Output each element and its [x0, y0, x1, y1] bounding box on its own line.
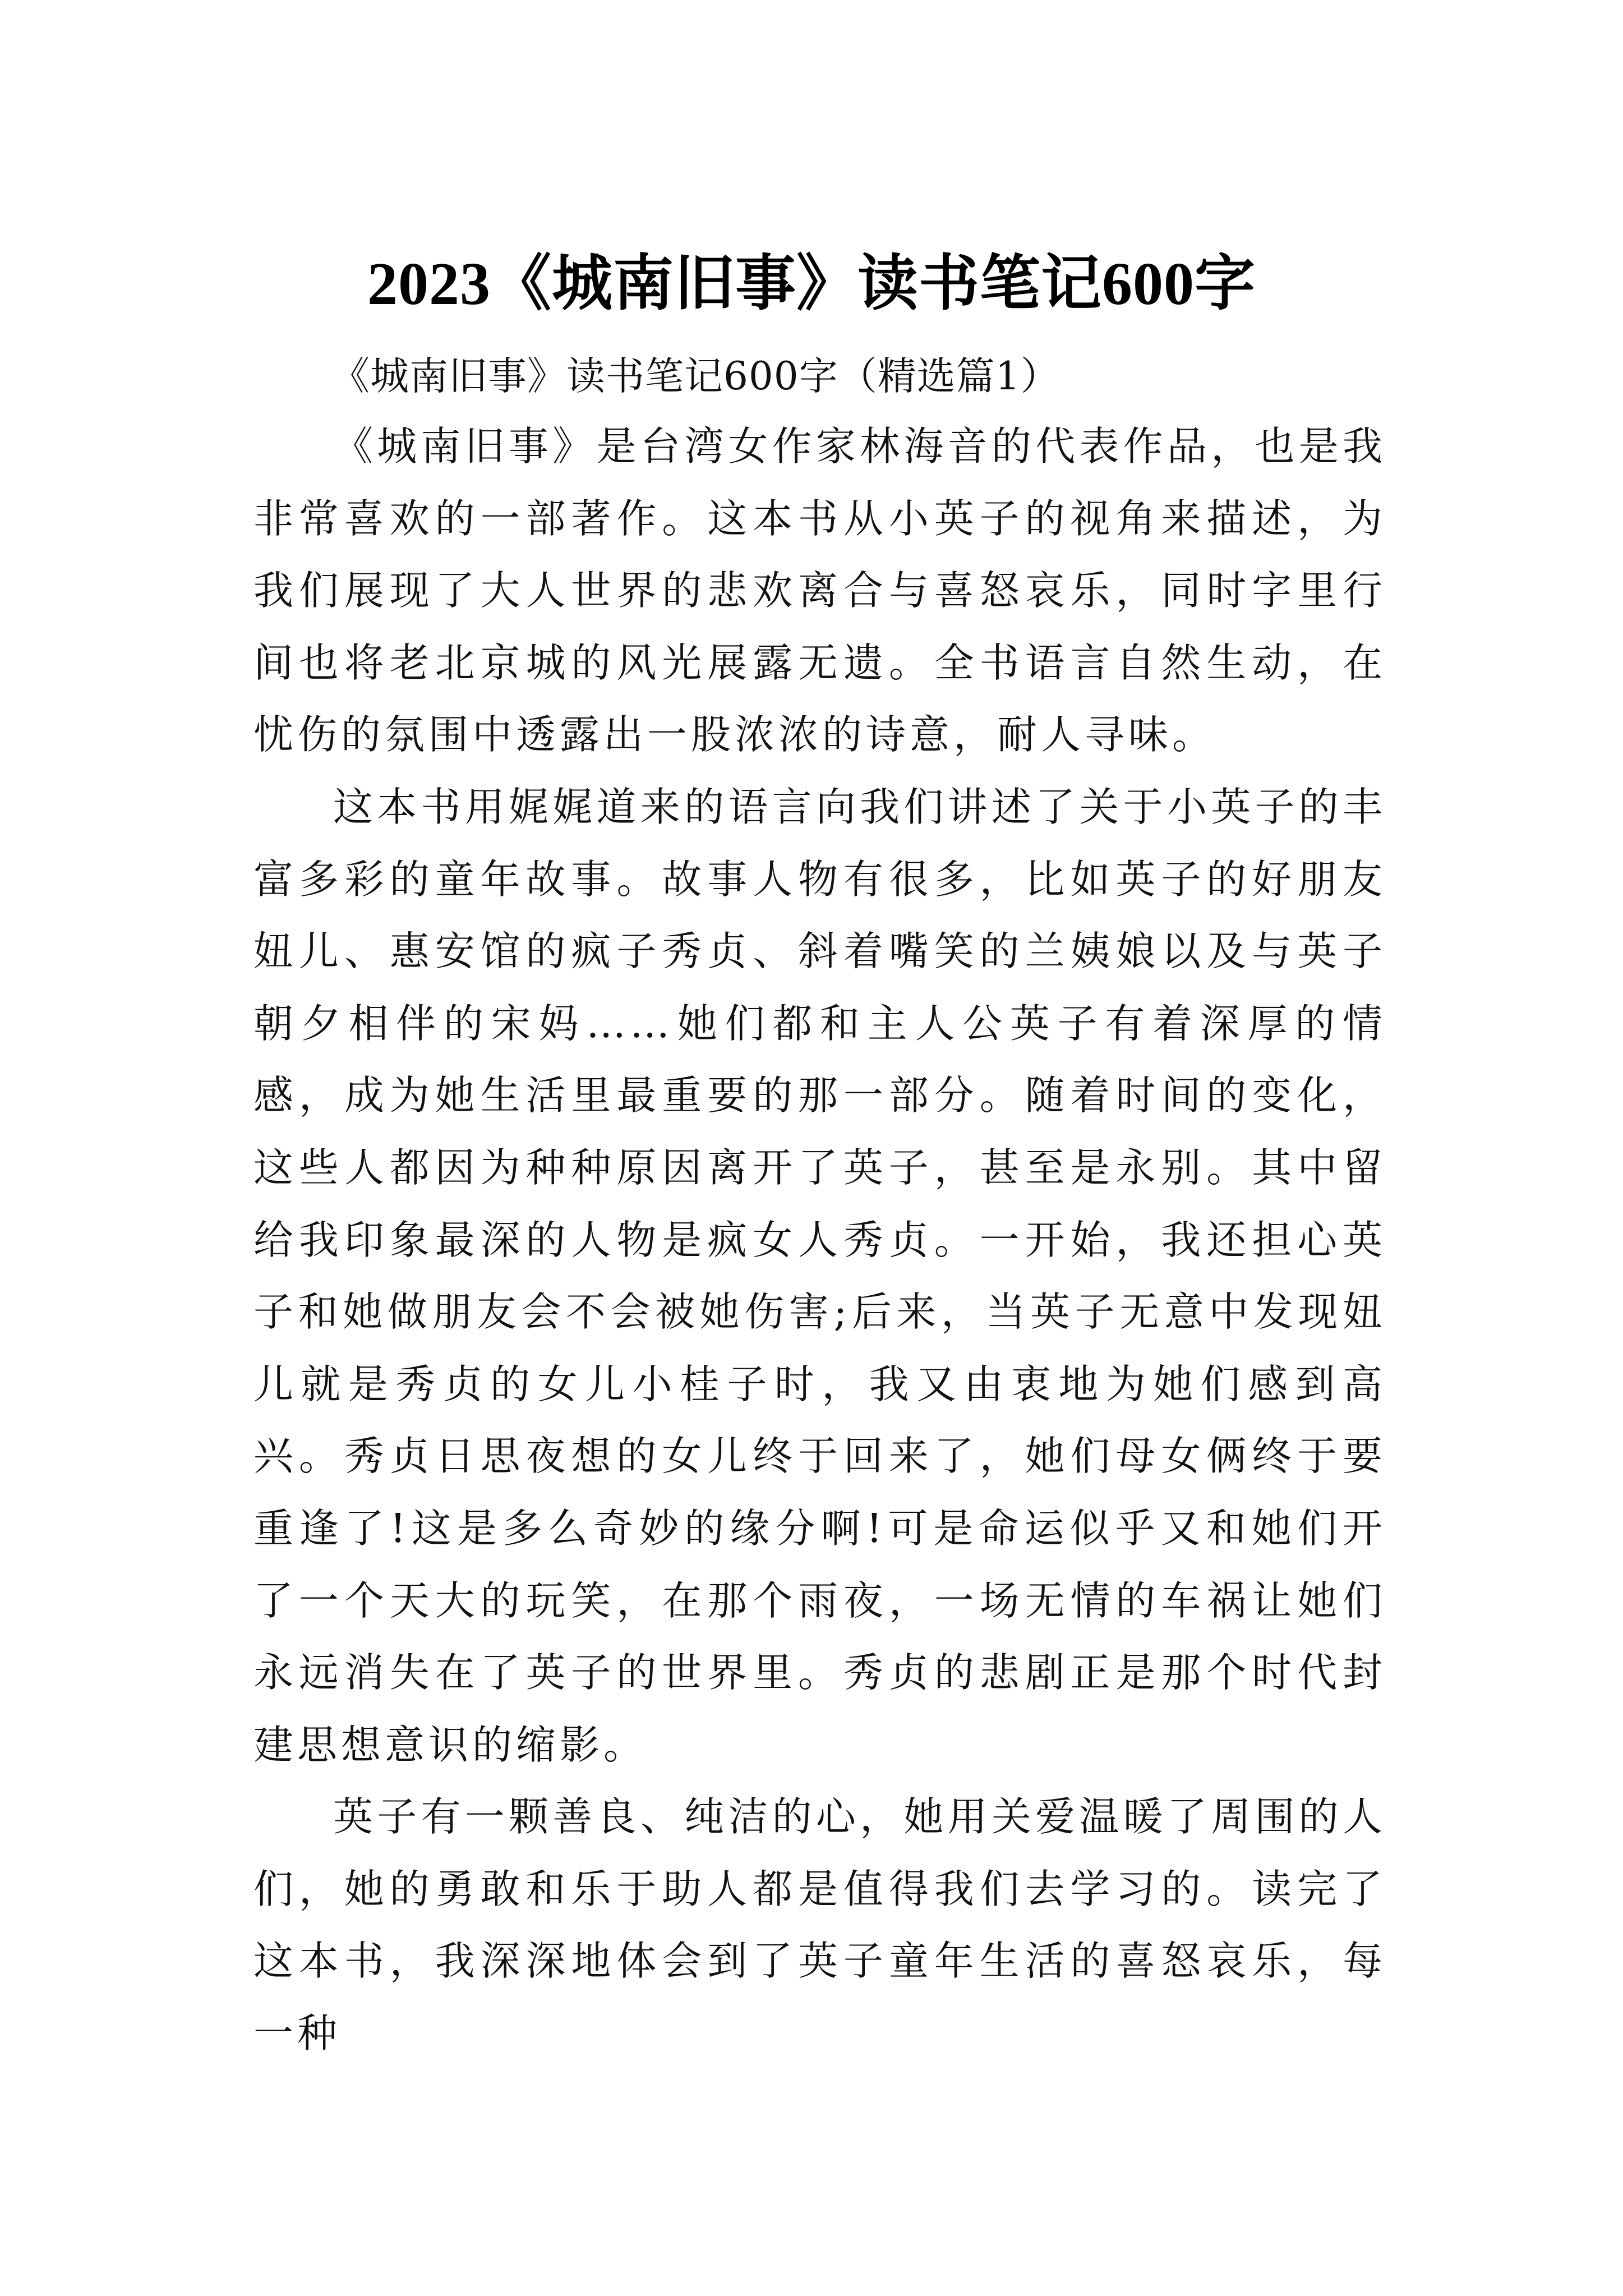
paragraph-1: 《城南旧事》是台湾女作家林海音的代表作品，也是我非常喜欢的一部著作。这本书从小英子的视角来描述，为我们展现了大人世界的悲欢离合与喜怒哀乐，同时字里行间也将老北京城的风光展露无遗。全书语言自然生动，在忧伤的氛围中透露出一股浓浓的诗意，耐人寻味。 [253, 423, 1386, 758]
document-title: 2023《城南旧事》读书笔记600字 [367, 251, 1256, 318]
section-heading: 《城南旧事》读书笔记600字（精选篇1） [331, 354, 1060, 399]
document-body [253, 342, 1386, 2070]
paragraph-3: 英子有一颗善良、纯洁的心，她用关爱温暖了周围的人们，她的勇敢和乐于助人都是值得我们去学习的。读完了这本书，我深深地体会到了英子童年生活的喜怒哀乐，每一种 [253, 1793, 1386, 2057]
paragraph-2: 这本书用娓娓道来的语言向我们讲述了关于小英子的丰富多彩的童年故事。故事人物有很多，比如英子的好朋友妞儿、惠安馆的疯子秀贞、斜着嘴笑的兰姨娘以及与英子朝夕相伴的宋妈……她们都和主人公英子有着深厚的情感，成为她生活里最重要的那一部分。随着时间的变化，这些人都因为种种原因离开了英子，甚至是永别。其中留给我印象最深的人物是疯女人秀贞。一开始，我还担心英子和她做朋友会不会被她伤害;后来，当英子无意中发现妞儿就是秀贞的女儿小桂子时，我又由衷地为她们感到高兴。秀贞日思夜想的女儿终于回来了，她们母女俩终于要重逢了!这是多么奇妙的缘分啊!可是命运似乎又和她们开了一个天大的玩笑，在那个雨夜，一场无情的车祸让她们永远消失在了英子的世界里。秀贞的悲剧正是那个时代封建思想意识的缩影。 [253, 783, 1386, 1768]
